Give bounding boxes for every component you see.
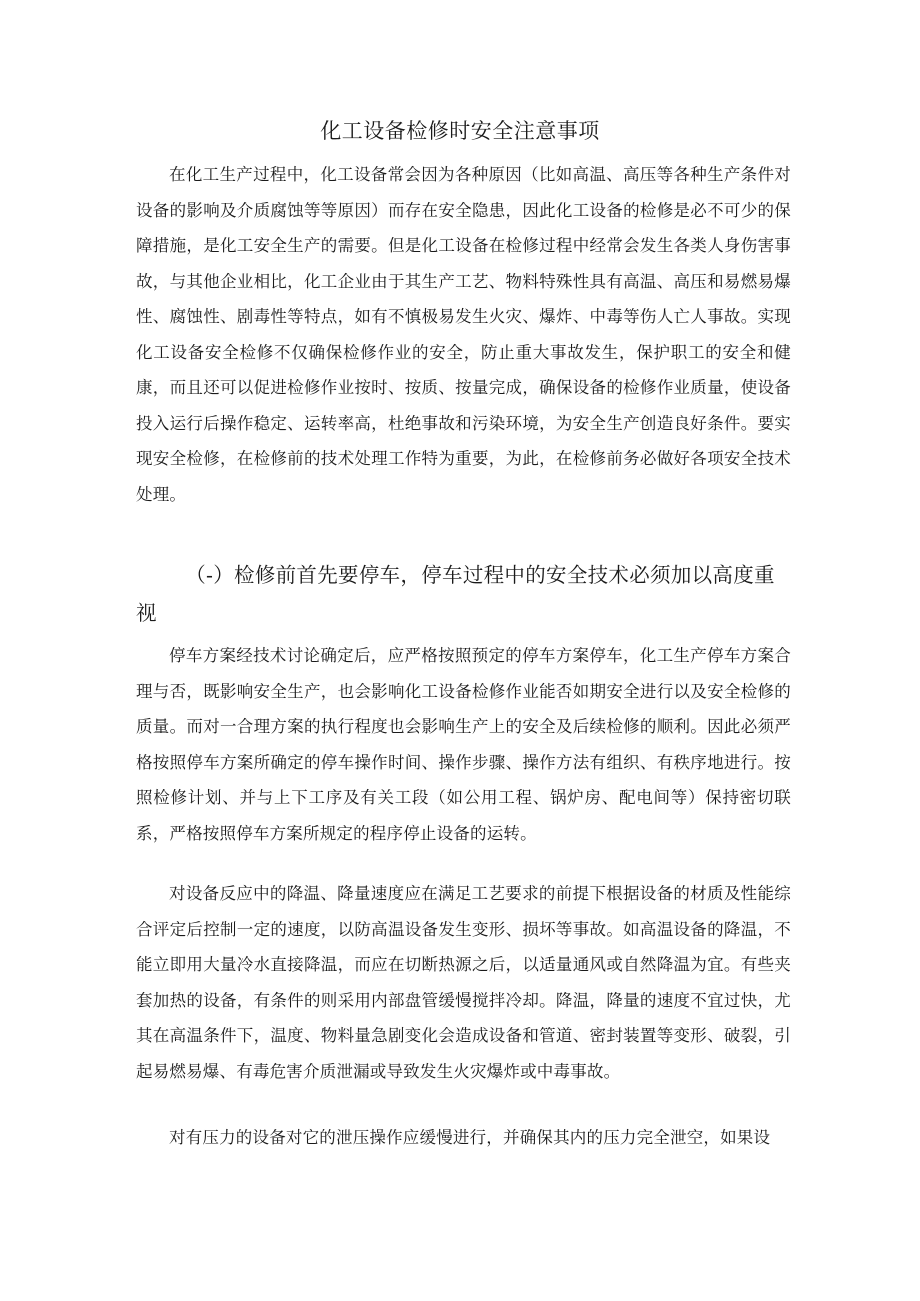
section-heading: （-）检修前首先要停车，停车过程中的安全技术必须加以高度重视 (136, 563, 775, 625)
body-paragraph: 停车方案经技术讨论确定后，应严格按照预定的停车方案停车，化工生产停车方案合理与否，既影响安全生产，也会影响化工设备检修作业能否如期安全进行以及安全检修的质量。而对一合理方案的执行程度也会影响生产上的安全及后续检修的顺利。因此必须严格按照停车方案所确定的停车操作时间、操作步骤、操作方法有组织、有秩序地进行。按照检修计划、并与上下工序及有关工段（如公用工程、锅炉房、配电间等）保持密切联系，严格按照停车方案所规定的程序停止设备的运转。 (136, 646, 791, 843)
body-paragraph: 对设备反应中的降温、降量速度应在满足工艺要求的前提下根据设备的材质及性能综合评定后控制一定的速度，以防高温设备发生变形、损坏等事故。如高温设备的降温，不能立即用大量冷水直接降温，而应在切断热源之后，以适量通风或自然降温为宜。有些夹套加热的设备，有条件的则采用内部盘管缓慢搅拌冷却。降温，降量的速度不宜过快，尤其在高温条件下，温度、物料量急剧变化会造成设备和管道、密封装置等变形、破裂，引起易燃易爆、有毒危害介质泄漏或导致发生火灾爆炸或中毒事故。 (136, 884, 791, 1081)
intro-paragraph: 在化工生产过程中，化工设备常会因为各种原因（比如高温、高压等各种生产条件对设备的影响及介质腐蚀等等原因）而存在安全隐患，因此化工设备的检修是必不可少的保障措施，是化工安全生产的需要。但是化工设备在检修过程中经常会发生各类人身伤害事故，与其他企业相比，化工企业由于其生产工艺、物料特殊性具有高温、高压和易燃易爆性、腐蚀性、剧毒性等特点，如有不慎极易发生火灾、爆炸、中毒等伤人亡人事故。实现化工设备安全检修不仅确保检修作业的安全，防止重大事故发生，保护职工的安全和健康，而且还可以促进检修作业按时、按质、按量完成，确保设备的检修作业质量，使设备投入运行后操作稳定、运转率高，杜绝事故和污染环境，为安全生产创造良好条件。要实现安全检修，在检修前的技术处理工作特为重要，为此，在检修前务必做好各项安全技术处理。 (136, 165, 791, 504)
body-paragraph: 对有压力的设备对它的泄压操作应缓慢进行，并确保其内的压力完全泄空，如果设 (169, 1128, 771, 1147)
document-title: 化工设备检修时安全注意事项 (320, 119, 600, 143)
